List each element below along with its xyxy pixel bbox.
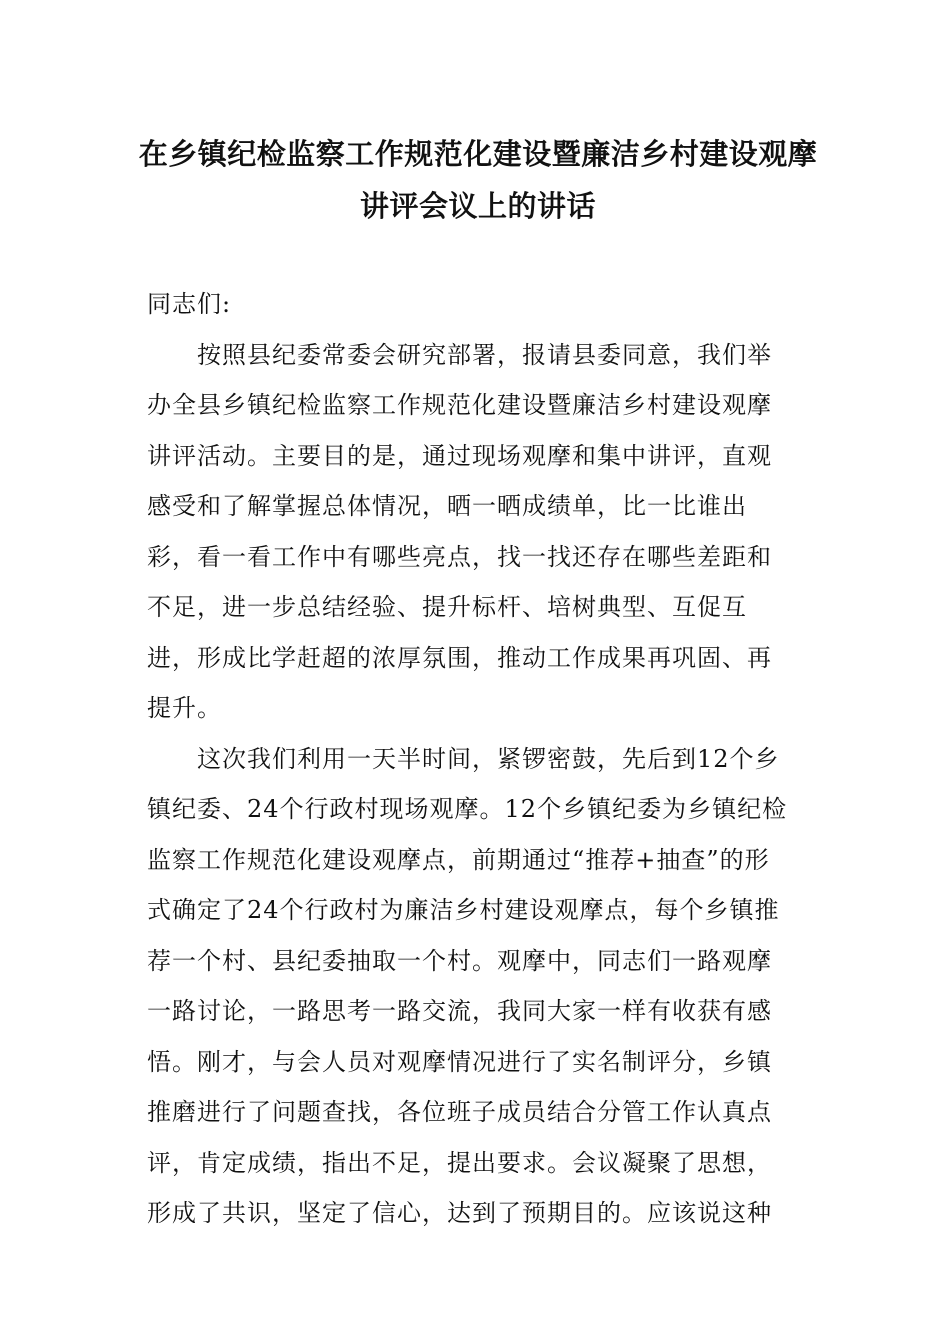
text-line: 这次我们利用一天半时间，紧锣密鼓，先后到12个乡 (197, 744, 780, 773)
paragraph-1 (147, 330, 807, 734)
text-line: 评，肯定成绩，指出不足，提出要求。会议凝聚了思想， (147, 1148, 772, 1177)
text-line: 感受和了解掌握总体情况，晒一晒成绩单，比一比谁出 (147, 492, 747, 520)
salutation: 同志们: (147, 290, 232, 318)
text-line: 悟。刚才，与会人员对观摩情况进行了实名制评分，乡镇 (147, 1047, 772, 1076)
text-line: 监察工作规范化建设观摩点，前期通过“推荐+抽查”的形 (147, 845, 770, 874)
title-line: 在乡镇纪检监察工作规范化建设暨廉洁乡村建设观摩 (138, 137, 818, 171)
text-line: 一路讨论，一路思考一路交流，我同大家一样有收获有感 (147, 997, 772, 1025)
text-line: 荐一个村、县纪委抽取一个村。观摩中，同志们一路观摩 (147, 946, 772, 975)
document-body (147, 279, 807, 1239)
text-line: 讲评活动。主要目的是，通过现场观摩和集中讲评，直观 (147, 441, 772, 470)
paragraph-2 (147, 734, 807, 1239)
title-line: 讲评会议上的讲话 (359, 189, 596, 223)
text-line: 彩，看一看工作中有哪些亮点，找一找还存在哪些差距和 (147, 542, 772, 571)
text-line: 形成了共识，坚定了信心，达到了预期目的。应该说这种 (147, 1199, 772, 1227)
text-line: 推磨进行了问题查找，各位班子成员结合分管工作认真点 (147, 1098, 772, 1126)
text-line: 式确定了24个行政村为廉洁乡村建设观摩点，每个乡镇推 (147, 896, 780, 924)
text-line: 进，形成比学赶超的浓厚氛围，推动工作成果再巩固、再 (147, 643, 772, 672)
text-line: 不足，进一步总结经验、提升标杆、培树典型、互促互 (147, 593, 747, 621)
text-line: 提升。 (147, 694, 222, 722)
text-line: 办全县乡镇纪检监察工作规范化建设暨廉洁乡村建设观摩 (147, 391, 772, 419)
text-line: 镇纪委、24个行政村现场观摩。12个乡镇纪委为乡镇纪检 (147, 795, 788, 823)
document-title (138, 128, 818, 232)
text-line: 按照县纪委常委会研究部署，报请县委同意，我们举 (197, 340, 772, 369)
